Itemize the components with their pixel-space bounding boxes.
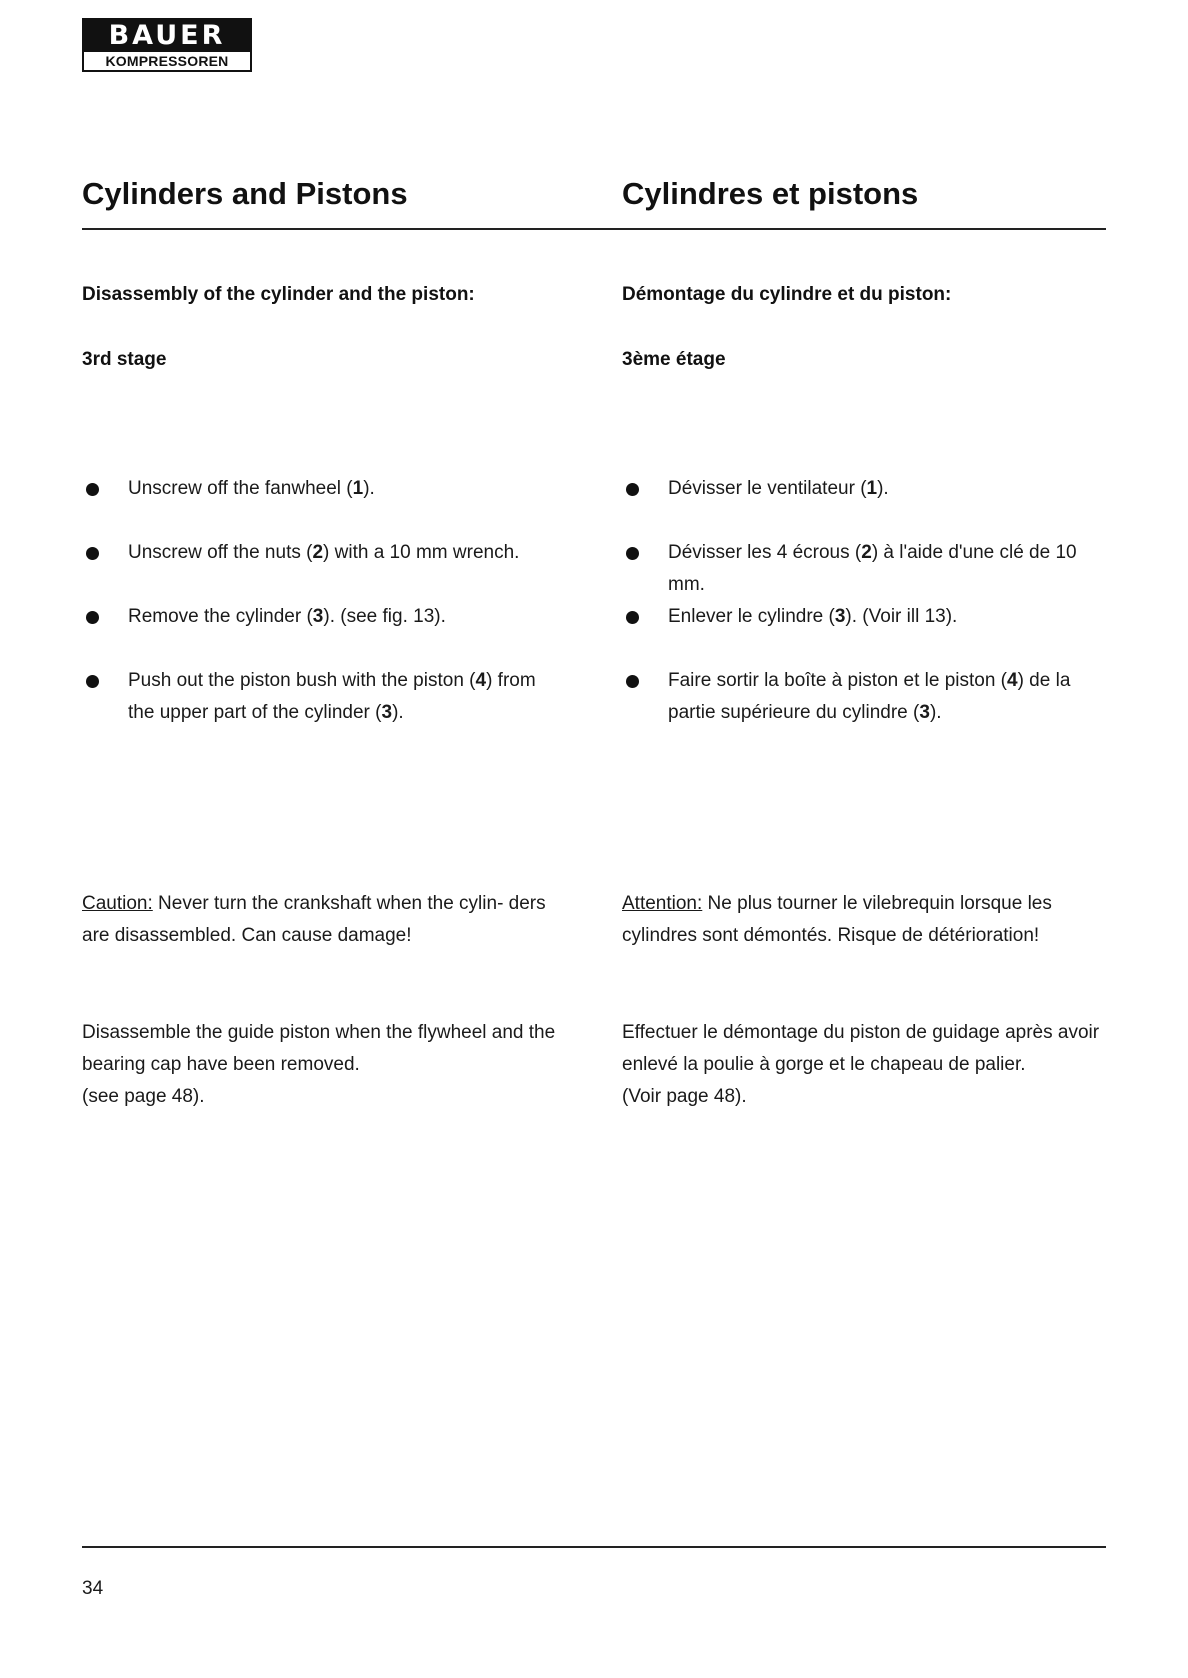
bullet-icon (626, 675, 639, 688)
step-en-4: Push out the piston bush with the piston (4) from the upper part of the cylinder (3). (82, 665, 562, 729)
step-fr-4: Faire sortir la boîte à piston et le piston (4) de la partie supérieure du cylindre (3). (622, 665, 1082, 729)
bullet-icon (86, 611, 99, 624)
stage-en: 3rd stage (82, 349, 167, 370)
guide-en: Disassemble the guide piston when the flywheel and the bearing cap have been removed. (see page 48). (82, 1022, 556, 1107)
bullet-icon (86, 547, 99, 560)
step-fr-2: Dévisser les 4 écrous (2) à l'aide d'une clé de 10 mm. (622, 537, 1082, 601)
bullet-icon (86, 483, 99, 496)
bullet-icon (86, 675, 99, 688)
subheading-fr: Démontage du cylindre et du piston: (622, 284, 952, 305)
subheading-en: Disassembly of the cylinder and the piston: (82, 284, 475, 305)
logo-brand: BAUER (84, 20, 250, 52)
caution-label-en: Caution: (82, 893, 153, 914)
bauer-logo (82, 18, 252, 72)
caution-fr: Attention: Ne plus tourner le vilebrequin lorsque les cylindres sont démontés. Risque de détérioration! (622, 893, 1052, 946)
bullet-icon (626, 483, 639, 496)
bullet-icon (626, 547, 639, 560)
step-en-3: Remove the cylinder (3). (see fig. 13). (82, 601, 562, 633)
header-rule (82, 228, 1106, 230)
bullet-icon (626, 611, 639, 624)
title-en: Cylinders and Pistons (82, 176, 408, 211)
step-fr-1: Dévisser le ventilateur (1). (622, 473, 1102, 505)
caution-en: Caution: Never turn the crankshaft when the cylin- ders are disassembled. Can cause damage! (82, 893, 546, 946)
step-en-1: Unscrew off the fanwheel (1). (82, 473, 562, 505)
guide-fr: Effectuer le démontage du piston de guidage après avoir enlevé la poulie à gorge et le chapeau de palier. (Voir page 48). (622, 1022, 1100, 1107)
step-fr-3: Enlever le cylindre (3). (Voir ill 13). (622, 601, 1102, 633)
logo-subtitle: KOMPRESSOREN (84, 52, 250, 70)
step-en-2: Unscrew off the nuts (2) with a 10 mm wrench. (82, 537, 562, 569)
stage-fr: 3ème étage (622, 349, 726, 370)
title-fr: Cylindres et pistons (622, 176, 919, 211)
footer-rule (82, 1546, 1106, 1548)
caution-label-fr: Attention: (622, 893, 703, 914)
page-number: 34 (82, 1578, 104, 1599)
